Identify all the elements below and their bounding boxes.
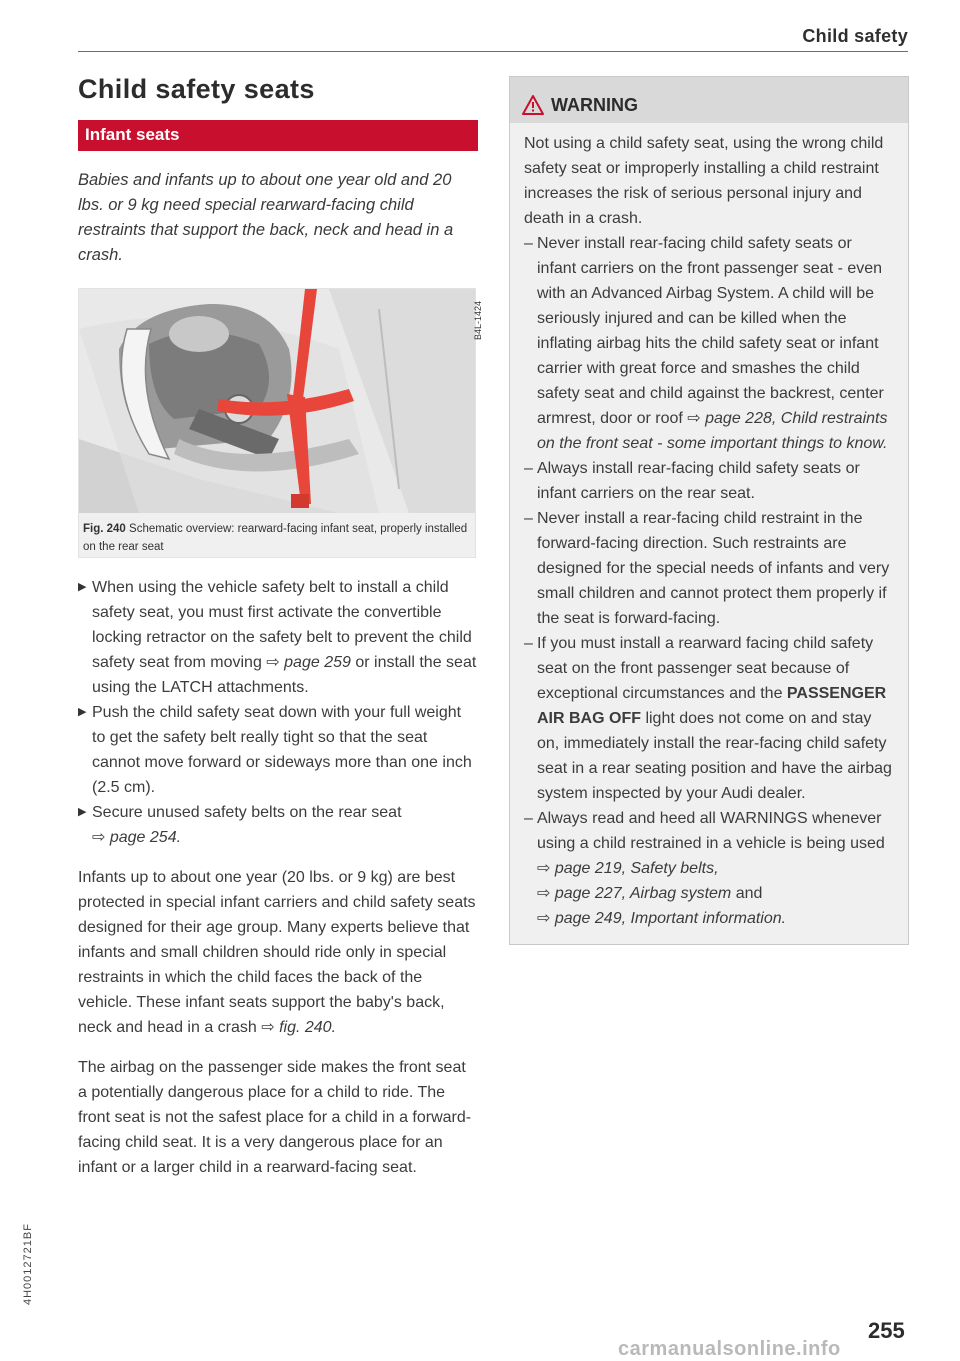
- page-reference-link[interactable]: ⇨ page 249, Important information.: [537, 910, 787, 927]
- dash-bullet: –: [524, 510, 533, 527]
- dash-bullet: –: [524, 235, 533, 252]
- warning-body: [510, 123, 908, 944]
- warning-item-text: Always install rear-facing child safety seats or infant carriers on the rear seat.: [537, 460, 860, 502]
- dash-bullet: –: [524, 635, 533, 652]
- step-text: Push the child safety seat down with your full weight to get the safety belt really tight so that the seat cannot move forward or sideways more than one inch (2.5 cm).: [92, 704, 472, 796]
- figure-label: Fig. 240: [83, 523, 126, 535]
- body-paragraph: [78, 865, 478, 1040]
- warning-item-text: and: [731, 885, 763, 902]
- figure-caption-text: Schematic overview: rearward-facing infant seat, properly installed on the rear seat: [83, 523, 468, 553]
- header-rule: [78, 51, 908, 52]
- warning-item-text: Never install a rear-facing child restraint in the forward-facing direction. Such restraints are designed for the special needs of infants and very small children and cannot protect them properly if the seat is forward-facing.: [537, 510, 890, 627]
- section-title: Child safety seats: [78, 74, 315, 104]
- step-text: Secure unused safety belts on the rear seat: [92, 804, 402, 821]
- page-number: 255: [868, 1318, 905, 1343]
- triangle-bullet-icon: ▶: [78, 806, 87, 818]
- infant-seat-illustration: [79, 289, 483, 513]
- dash-bullet: –: [524, 810, 533, 827]
- warning-header: [510, 77, 908, 123]
- figure-caption: [79, 513, 475, 556]
- infant-seat-drawing: [79, 289, 475, 513]
- step-item: [78, 700, 478, 800]
- warning-item-text: Always read and heed all WARNINGS whenever using a child restrained in a vehicle is being used: [537, 810, 885, 852]
- warning-title: WARNING: [551, 94, 638, 115]
- page-reference-link[interactable]: ⇨ page 254.: [92, 829, 182, 846]
- warning-list: [524, 231, 894, 931]
- warning-item: [524, 506, 894, 631]
- step-text: When using the vehicle safety belt to install a child safety seat, you must first activate the convertible locking retractor on the safety belt to prevent the child safety seat from moving: [92, 579, 472, 671]
- warning-intro: Not using a child safety seat, using the wrong child safety seat or improperly installing a child restraint increases the risk of serious personal injury and death in a crash.: [524, 135, 884, 227]
- subsection-heading: Infant seats: [78, 120, 478, 151]
- passenger-airbag-off-label: PASSENGER AIR BAG OFF: [537, 685, 887, 727]
- figure-240: [78, 288, 483, 558]
- step-item: [78, 800, 478, 850]
- triangle-bullet-icon: ▶: [78, 706, 87, 718]
- running-head: Child safety: [802, 26, 908, 46]
- intro-text: Babies and infants up to about one year old and 20 lbs. or 9 kg need special rearward-facing child restraints that support the back, neck and head in a crash.: [78, 171, 454, 264]
- page-reference-link[interactable]: ⇨ page 228, Child restraints on the front seat - some important things to know.: [537, 410, 888, 452]
- page-reference-link[interactable]: ⇨ page 227, Airbag system: [537, 885, 732, 902]
- warning-item-text: If you must install a rearward facing child safety seat on the front passenger seat because of exceptional circumstances and the: [537, 635, 874, 702]
- warning-item: [524, 806, 894, 931]
- figure-reference-link[interactable]: ⇨ fig. 240.: [261, 1019, 337, 1036]
- paragraph-text: Infants up to about one year (20 lbs. or 9 kg) are best protected in special infant carriers and child safety seats designed for their age group. Many experts believe that infants and small children should ride only in special restraints in which the child faces the back of the vehicle. These infant seats support the baby's back, neck and head in a crash: [78, 869, 476, 1036]
- step-item: [78, 575, 478, 700]
- triangle-bullet-icon: ▶: [78, 581, 87, 593]
- watermark: carmanualsonline.info: [618, 1338, 841, 1360]
- document-id: 4H0012721BF: [22, 1223, 34, 1305]
- figure-code: B4L-1424: [473, 301, 483, 341]
- warning-item-text: Never install rear-facing child safety seats or infant carriers on the front passenger seat - even with an Advanced Airbag System. A child will be seriously injured and can be killed when the inflating airbag hits the child safety seat or infant carrier with great force and smashes the child safety seat and child against the backrest, center armrest, door or roof: [537, 235, 884, 427]
- warning-triangle-icon: [522, 95, 544, 115]
- right-column: [509, 76, 909, 945]
- page-reference-link[interactable]: ⇨ page 219, Safety belts,: [537, 860, 719, 877]
- installation-steps: [78, 575, 478, 850]
- warning-item-text: light does not come on and stay on, immediately install the rear-facing child safety seat in a rear seating position and have the airbag system inspected by your Audi dealer.: [537, 710, 892, 802]
- warning-item: [524, 231, 894, 456]
- left-column: [78, 74, 483, 1180]
- body-paragraph: The airbag on the passenger side makes the front seat a potentially dangerous place for a child to ride. The front seat is not the safest place for a child in a forward-facing child seat. It is a very dangerous place for an infant or a larger child in a rearward-facing seat.: [78, 1059, 472, 1176]
- warning-item: [524, 631, 894, 806]
- dash-bullet: –: [524, 460, 533, 477]
- page-reference-link[interactable]: ⇨ page 259: [266, 654, 351, 671]
- warning-item: [524, 456, 894, 506]
- step-text: or install the seat using the LATCH attachments.: [92, 654, 477, 696]
- warning-box: [509, 76, 909, 945]
